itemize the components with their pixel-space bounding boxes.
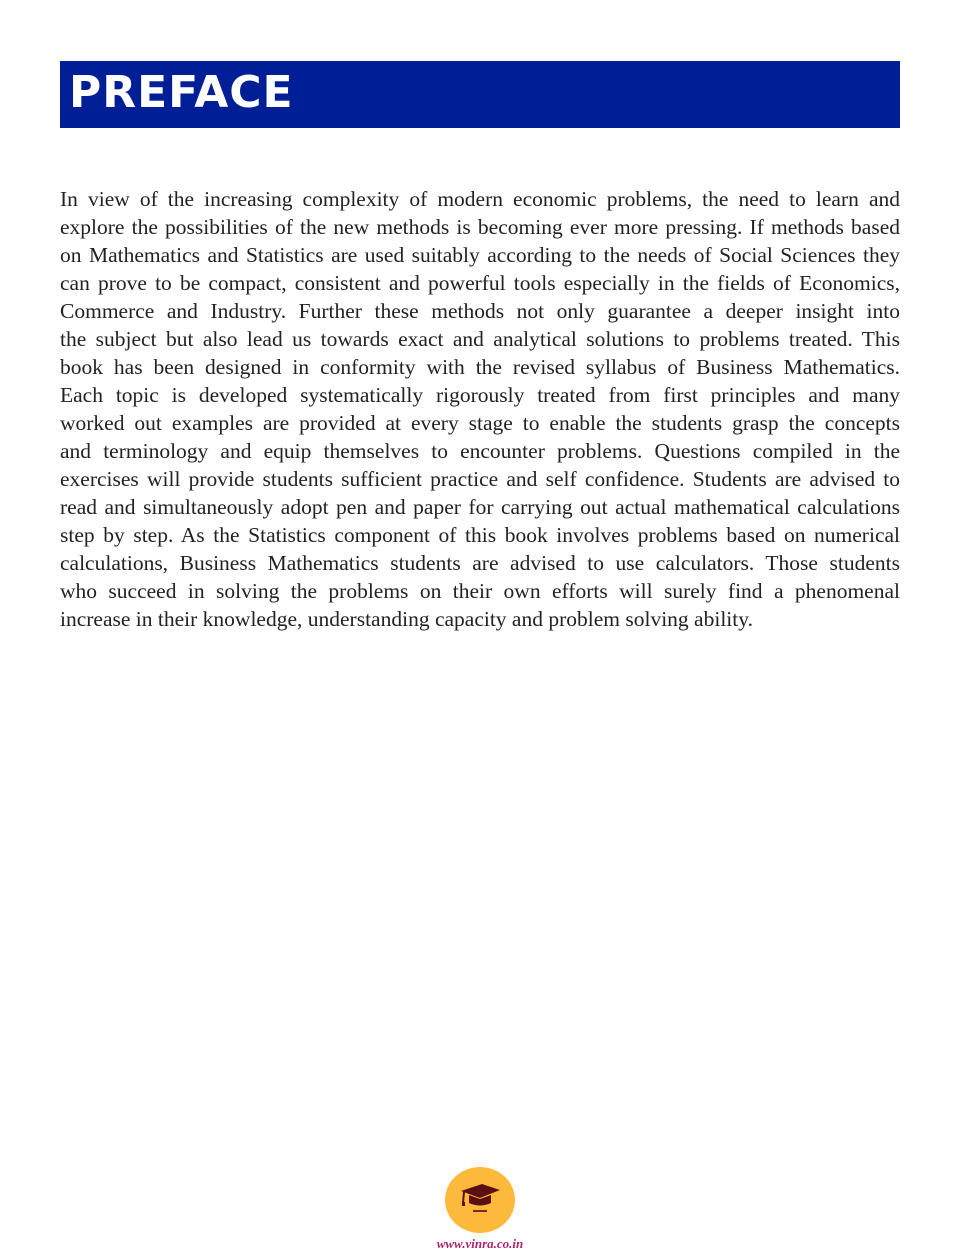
text-line: read and simultaneously adopt pen and paper for carrying out actual mathematical calculations <box>60 495 900 519</box>
publisher-logo <box>445 1167 515 1233</box>
website-link[interactable]: www.vinra.co.in <box>436 1236 524 1251</box>
text-line: on Mathematics and Statistics are used suitably according to the needs of Social Sciences they <box>60 243 900 267</box>
text-line: explore the possibilities of the new methods is becoming ever more pressing. If methods based <box>60 215 900 239</box>
text-line: calculations, Business Mathematics students are advised to use calculators. Those students <box>60 551 900 575</box>
preface-text <box>60 185 900 633</box>
text-line: who succeed in solving the problems on their own efforts will surely find a phenomenal <box>60 579 900 603</box>
text-line: step by step. As the Statistics component of this book involves problems based on numerical <box>60 523 900 547</box>
text-line: Commerce and Industry. Further these methods not only guarantee a deeper insight into <box>60 299 900 323</box>
text-line: and terminology and equip themselves to encounter problems. Questions compiled in the <box>60 439 900 463</box>
page-title: PREFACE <box>69 67 294 118</box>
text-line: increase in their knowledge, understanding capacity and problem solving ability. <box>60 607 753 631</box>
text-line: can prove to be compact, consistent and powerful tools especially in the fields of Economics, <box>60 271 900 295</box>
text-line: In view of the increasing complexity of modern economic problems, the need to learn and <box>60 187 900 211</box>
text-line: book has been designed in conformity with the revised syllabus of Business Mathematics. <box>60 355 900 379</box>
text-line: the subject but also lead us towards exact and analytical solutions to problems treated. This <box>60 327 900 351</box>
text-line: exercises will provide students sufficient practice and self confidence. Students are advised to <box>60 467 900 491</box>
text-line: worked out examples are provided at every stage to enable the students grasp the concepts <box>60 411 900 435</box>
text-line: Each topic is developed systematically rigorously treated from first principles and many <box>60 383 900 407</box>
preface-banner <box>60 61 900 128</box>
graduation-cap-icon <box>458 1181 502 1217</box>
